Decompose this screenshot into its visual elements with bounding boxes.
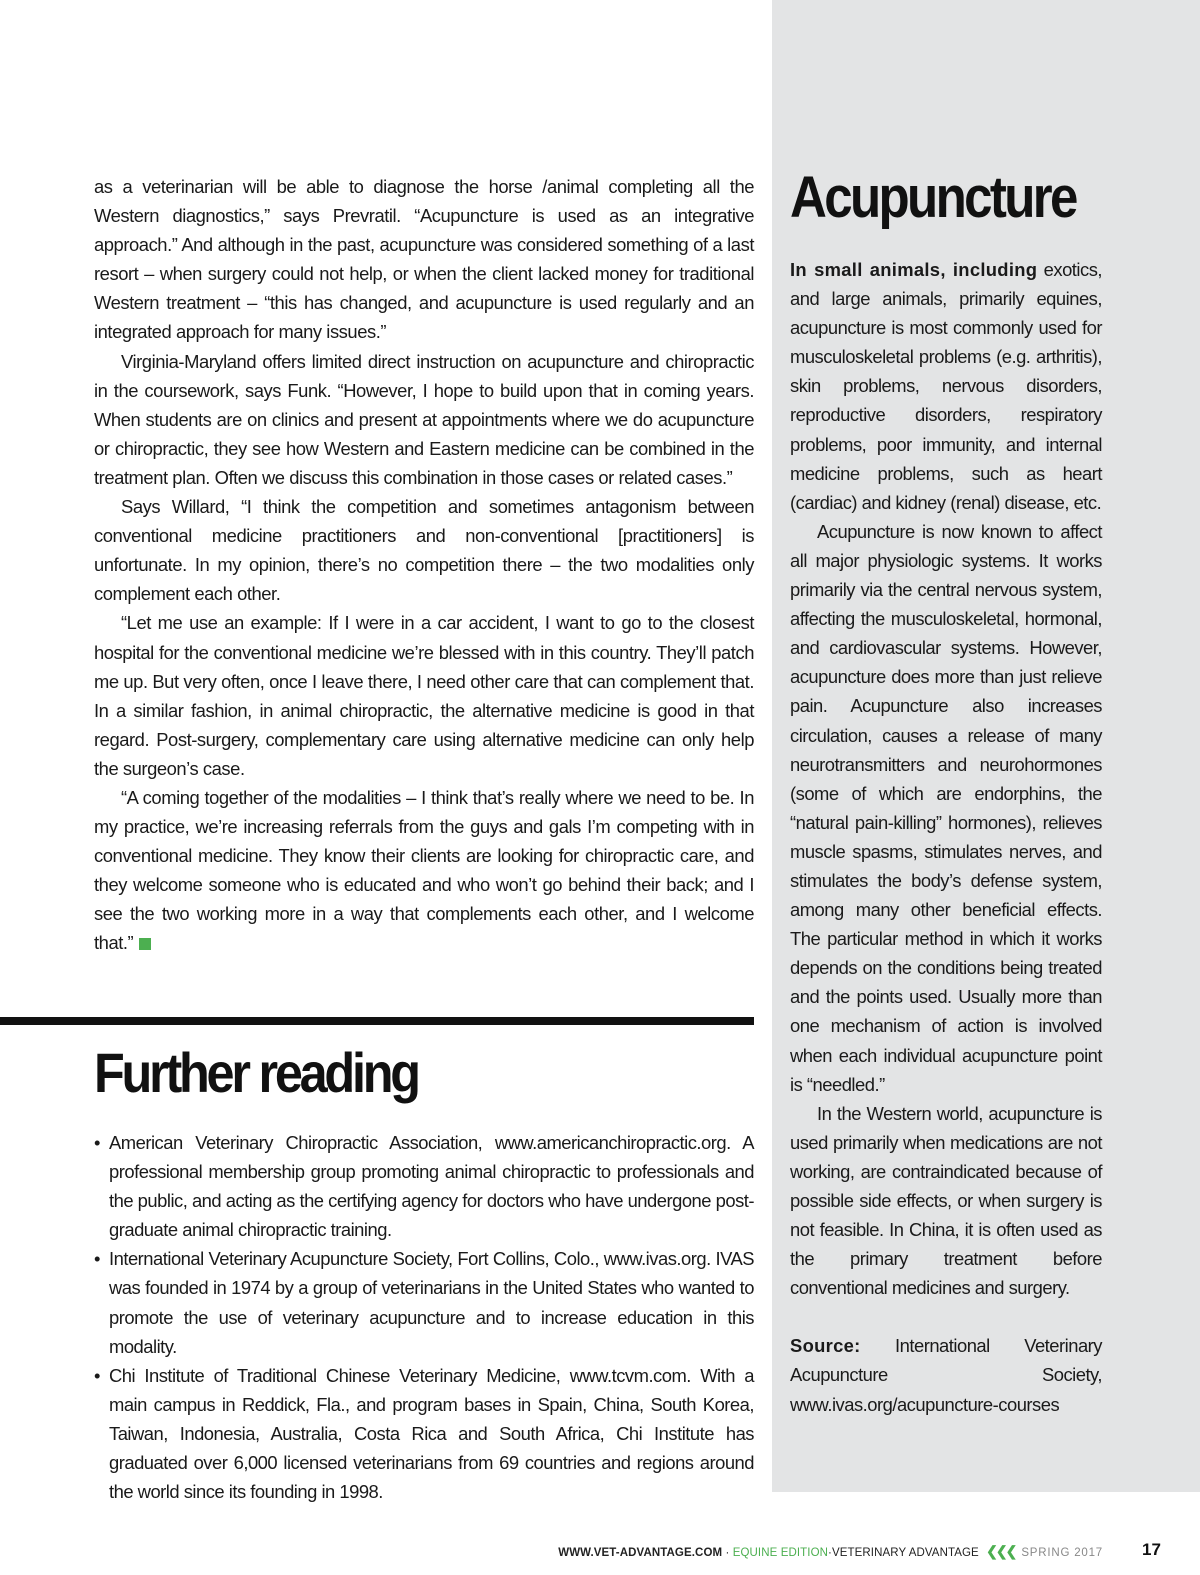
sidebar-paragraph bbox=[790, 255, 1102, 517]
bullet-icon: • bbox=[94, 1364, 100, 1386]
source-label: Source: bbox=[790, 1335, 861, 1357]
article-paragraph-text: “A coming together of the modalities – I think that’s really where we need to be. In my practice, we’re increasing referrals from the guys and gals I’m competing with in conventional medicine. They know their clients are looking for chiropractic care, and they welcome someone who is educated and who won’t go behind their back; and I see the two working more in a way that complements each other, and I welcome that.” bbox=[94, 786, 754, 954]
footer-publication: VETERINARY ADVANTAGE bbox=[831, 1547, 979, 1559]
footer-chevrons-icon: ❮❮❮ bbox=[986, 1543, 1016, 1559]
article-paragraph: “Let me use an example: If I were in a car accident, I want to go to the closest hospital for the conventional medicine we’re blessed with in this country. They’ll patch me up. But very often, once I leave there, I need other care that can complement that. In a similar fashion, in animal chiropractic, the alternative medicine is good in that regard. Post-surgery, complementary care using alternative medicine can only help the surgeon’s case. bbox=[94, 612, 754, 779]
sidebar-source bbox=[790, 1331, 1102, 1418]
section-divider bbox=[0, 1017, 754, 1025]
list-item-text: International Veterinary Acupuncture Society, Fort Collins, Colo., www.ivas.org. IVAS was founded in 1974 by a group of veterinarians in the United States who wanted to promote the use of veterinary acupuncture and to increase education in this modality. bbox=[109, 1248, 754, 1357]
article-paragraph: Virginia-Maryland offers limited direct instruction on acupuncture and chiropractic in the coursework, says Funk. “However, I hope to build upon that in coming years. When students are on clinics and present at appointments where we do acupuncture or chiropractic, they see how Western and Eastern medicine can be combined in the treatment plan. Often we discuss this combination in those cases or related cases.” bbox=[94, 350, 754, 488]
article-body bbox=[94, 172, 754, 958]
sidebar-paragraph: Acupuncture is now known to affect all major physiologic systems. It works primarily via the central nervous system, affecting the musculoskeletal, hormonal, and cardiovascular systems. However, acupuncture does more than just relieve pain. Acupuncture also increases circulation, causes a release of many neurotransmitters and neurohormones (some of which are endorphins, the “natural pain-killing” hormones), relieves muscle spasms, stimulates nerves, and stimulates the body’s defense system, among many other beneficial effects. The particular method in which it works depends on the conditions being treated and the points used. Usually more than one mechanism of action is involved when each individual acupuncture point is “needled.” bbox=[790, 520, 1102, 1095]
list-item-text: Chi Institute of Traditional Chinese Veterinary Medicine, www.tcvm.com. With a main campus in Reddick, Fla., and program bases in Spain, China, South Korea, Taiwan, Indonesia, Australia, Costa Rica and South Africa, Chi Institute has graduated over 6,000 licensed veterinarians from 69 countries and regions around the world since its founding in 1998. bbox=[109, 1364, 754, 1503]
footer-website: WWW.VET-ADVANTAGE.COM bbox=[558, 1547, 723, 1559]
article-paragraph-last bbox=[94, 783, 754, 958]
source-text: International Veterinary Acupuncture Society, www.ivas.org/acupuncture-courses bbox=[790, 1335, 1102, 1415]
further-reading-list bbox=[94, 1128, 754, 1506]
footer-separator: · bbox=[725, 1547, 730, 1559]
sidebar-body bbox=[790, 255, 1102, 1419]
footer-separator: · bbox=[828, 1547, 832, 1559]
page-footer bbox=[0, 1543, 1103, 1560]
article-paragraph: Says Willard, “I think the competition and sometimes antagonism between conventional medicine practitioners and non-conventional [practitioners] is unfortunate. In my opinion, there’s no competition there – the two modalities only complement each other. bbox=[94, 496, 754, 605]
list-item bbox=[94, 1128, 754, 1244]
further-reading-title: Further reading bbox=[94, 1041, 418, 1104]
sidebar-paragraph: In the Western world, acupuncture is used primarily when medications are not working, are contraindicated because of possible side effects, or when surgery is not feasible. In China, it is often used as the primary treatment before conventional medicines and surgery. bbox=[790, 1102, 1102, 1299]
article-paragraph: as a veterinarian will be able to diagnose the horse /animal completing all the Western diagnostics,” says Prevratil. “Acupuncture is used as an integrative approach.” And although in the past, acupuncture was considered something of a last resort – when surgery could not help, or when the client lacked money for traditional Western treatment – “this has changed, and acupuncture is used regularly and an integrated approach for many issues.” bbox=[94, 176, 754, 343]
list-item bbox=[94, 1244, 754, 1360]
sidebar-lead: In small animals, including bbox=[790, 259, 1038, 280]
end-of-article-mark-icon bbox=[139, 938, 151, 950]
sidebar-title: Acupuncture bbox=[790, 165, 1076, 230]
bullet-icon: • bbox=[94, 1132, 100, 1153]
list-item bbox=[94, 1361, 754, 1506]
page-number: 17 bbox=[1142, 1540, 1161, 1559]
bullet-icon: • bbox=[94, 1248, 100, 1270]
footer-season: SPRING 2017 bbox=[1021, 1547, 1103, 1559]
footer-edition: EQUINE EDITION bbox=[732, 1547, 829, 1559]
sidebar-paragraph-text: exotics, and large animals, primarily equines, acupuncture is most commonly used for musculoskeletal problems (e.g. arthritis), skin problems, nervous disorders, reproductive disorders, respiratory problems, poor immunity, and internal medicine problems, such as heart (cardiac) and kidney (renal) disease, etc. bbox=[790, 259, 1102, 513]
list-item-text: American Veterinary Chiropractic Association, www.americanchiropractic.org. A professional membership group promoting animal chiropractic to professionals and the public, and acting as the certifying agency for doctors who have undergone post-graduate animal chiropractic training. bbox=[109, 1132, 755, 1241]
